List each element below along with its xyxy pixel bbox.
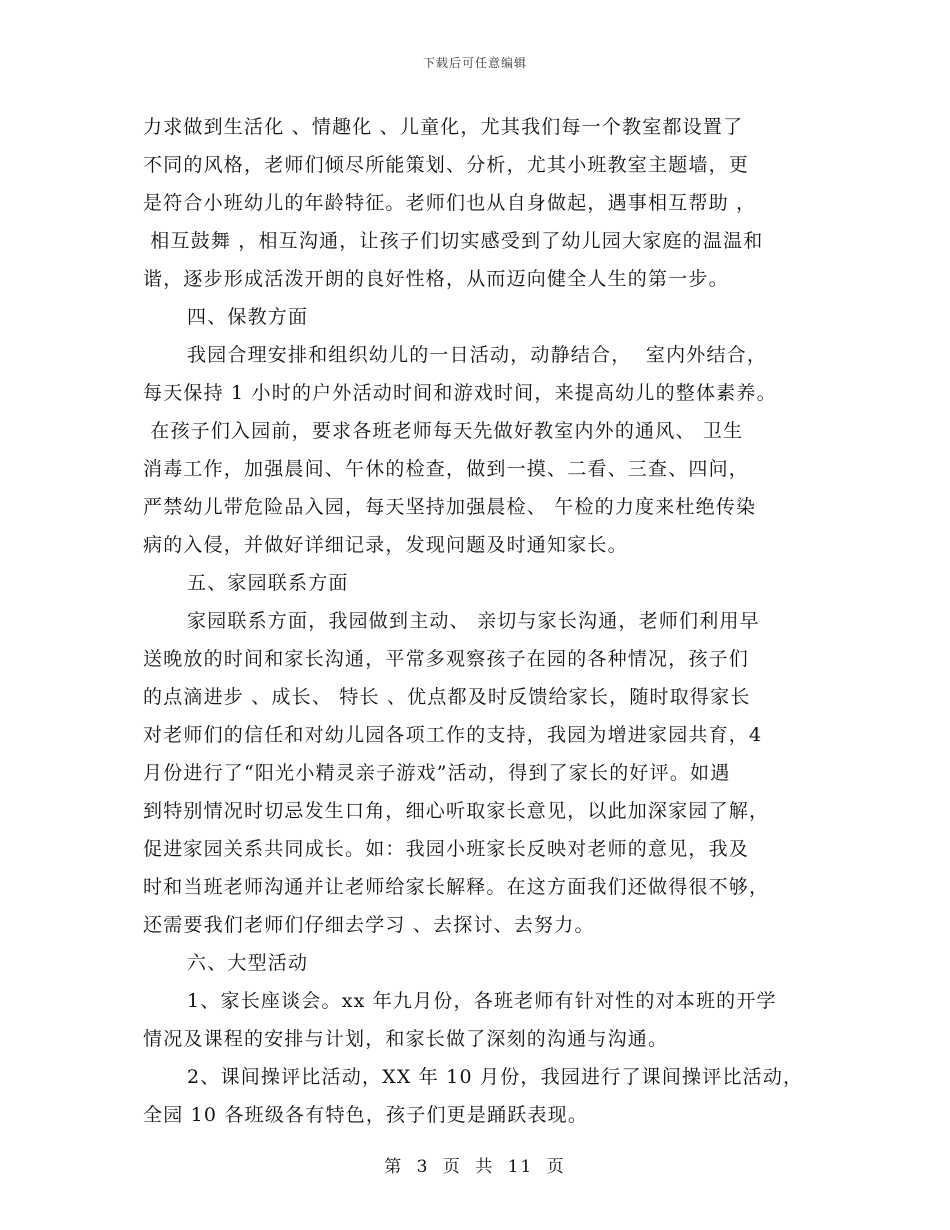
page-footer: 第 3 页 共 11 页: [384, 1157, 566, 1177]
text-line: 严禁幼儿带危险品入园，每天坚持加强晨检、 午检的力度来杜绝传染: [143, 496, 757, 518]
text-line: 到特别情况时切忌发生口角，细心听取家长意见，以此加深家园了解，: [143, 800, 770, 822]
text-line: 四、保教方面: [187, 306, 309, 328]
page-header: 下载后可任意编辑: [422, 56, 527, 70]
text-line: 每天保持 1 小时的户外活动时间和游戏时间，来提高幼儿的整体素养。: [143, 382, 777, 404]
body-text: [143, 108, 803, 1134]
text-line: 不同的风格，老师们倾尽所能策划、分析，尤其小班教室主题墙，更: [143, 154, 750, 176]
text-line: 情况及课程的安排与计划，和家长做了深刻的沟通与沟通。: [143, 1028, 669, 1050]
text-line: 促进家园关系共同成长。如：我园小班家长反映对老师的意见，我及: [143, 838, 750, 860]
text-line: 病的入侵，并做好详细记录，发现问题及时通知家长。: [143, 534, 628, 556]
text-line: 1、家长座谈会。xx 年九月份，各班老师有针对性的对本班的开学: [187, 990, 777, 1012]
text-line: 2、课间操评比活动，XX 年 10 月份，我园进行了课间操评比活动，: [187, 1066, 804, 1088]
text-line: 在孩子们入园前，要求各班老师每天先做好教室内外的通风、 卫生: [143, 420, 744, 442]
text-line: 时和当班老师沟通并让老师给家长解释。在这方面我们还做得很不够，: [143, 876, 770, 898]
text-line: 五、家园联系方面: [187, 572, 349, 594]
text-line: 我园合理安排和组织幼儿的一日活动，动静结合， 室内外结合，: [187, 344, 768, 366]
text-line: 送晚放的时间和家长沟通，平常多观察孩子在园的各种情况，孩子们: [143, 648, 750, 670]
text-line: 全园 10 各班级各有特色，孩子们更是踊跃表现。: [143, 1104, 589, 1126]
text-line: 的点滴进步 、成长、 特长 、优点都及时反馈给家长，随时取得家长: [143, 686, 751, 708]
text-line: 谐，逐步形成活泼开朗的良好性格，从而迈向健全人生的第一步。: [143, 268, 729, 290]
text-line: 力求做到生活化 、情趣化 、儿童化，尤其我们每一个教室都设置了: [143, 116, 744, 138]
text-line: 相互鼓舞 ，相互沟通，让孩子们切实感受到了幼儿园大家庭的温温和: [143, 230, 764, 252]
text-line: 是符合小班幼儿的年龄特征。老师们也从自身做起，遇事相互帮助 ，: [143, 192, 757, 214]
text-line: 对老师们的信任和对幼儿园各项工作的支持，我园为增进家园共育，4: [143, 724, 763, 746]
text-line: 月份进行了“阳光小精灵亲子游戏”活动，得到了家长的好评。如遇: [143, 762, 731, 784]
text-line: 家园联系方面，我园做到主动、 亲切与家长沟通，老师们利用早: [187, 610, 760, 632]
text-line: 还需要我们老师们仔细去学习 、去探讨、去努力。: [143, 914, 595, 936]
text-line: 消毒工作，加强晨间、午休的检查，做到一摸、二看、三查、四问，: [143, 458, 750, 480]
text-line: 六、大型活动: [187, 952, 309, 974]
